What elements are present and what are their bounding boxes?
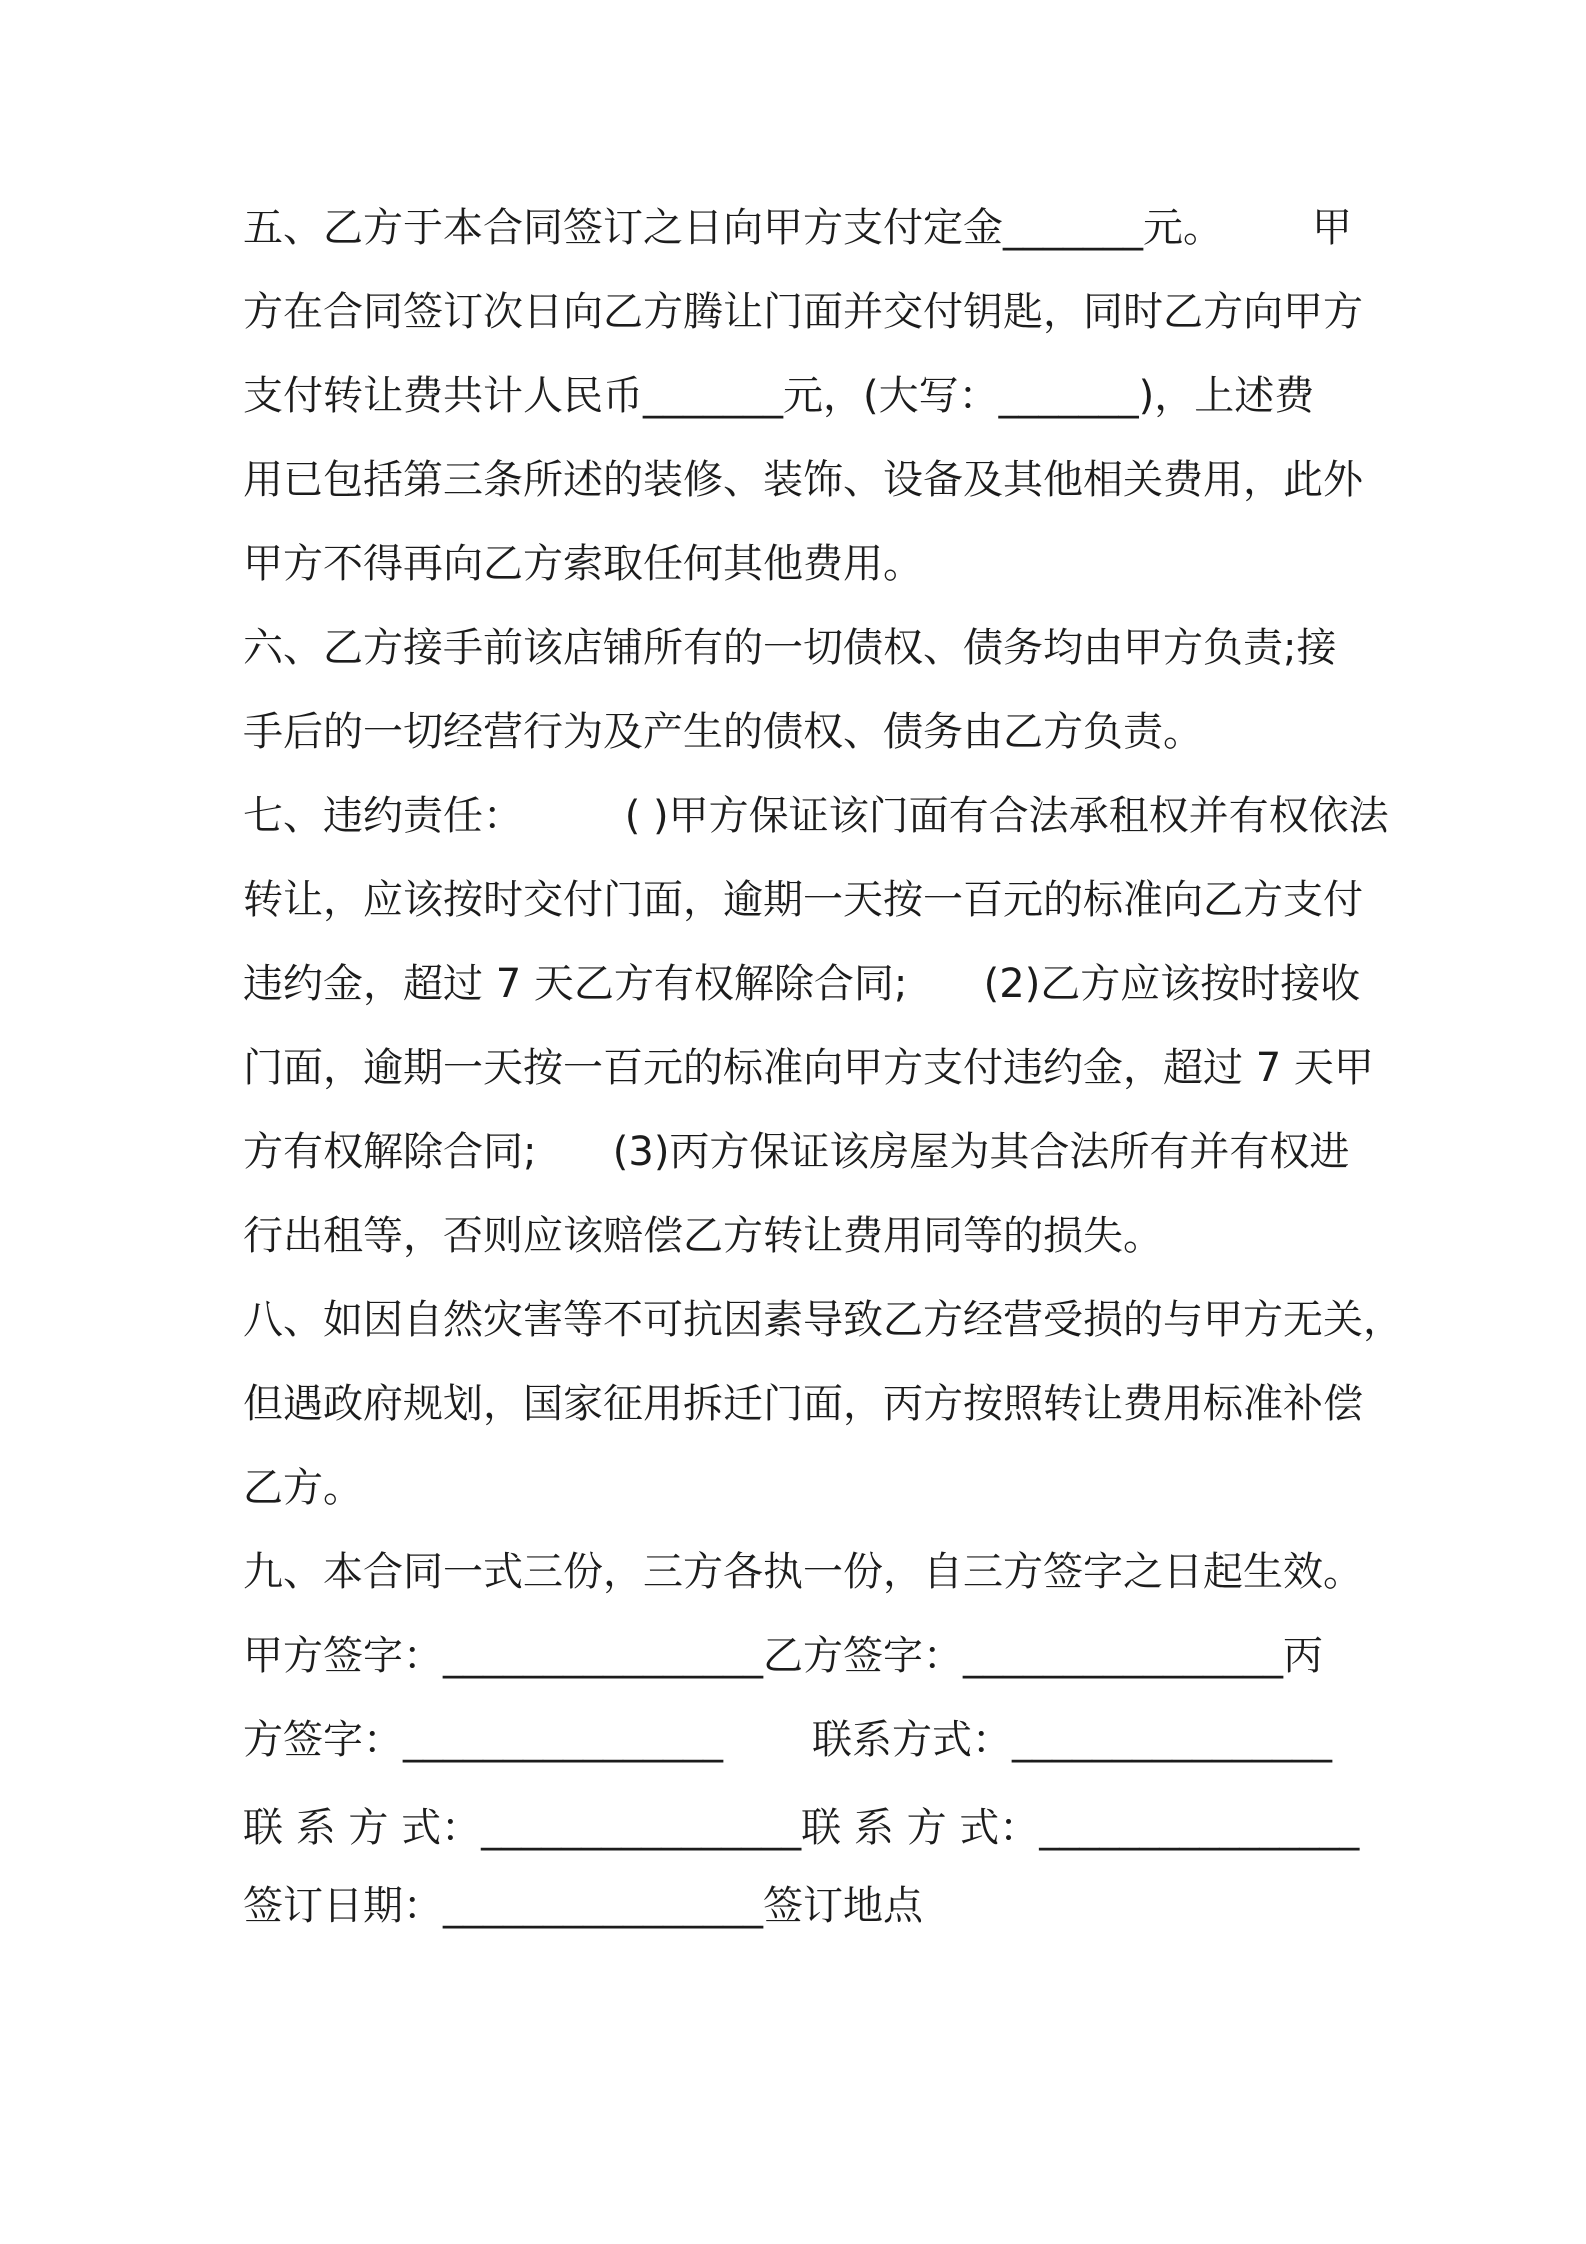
signature-line: 甲方签字：________________乙方签字：________________丙 xyxy=(243,1633,1323,1679)
text-line: 九、本合同一式三份，三方各执一份，自三方签字之日起生效。 xyxy=(243,1549,1363,1595)
text-line: 五、乙方于本合同签订之日向甲方支付定金_______元。 甲 xyxy=(243,205,1353,251)
text-line: 转让，应该按时交付门面，逾期一天按一百元的标准向乙方支付 xyxy=(243,877,1363,923)
text-line: 违约金，超过 7 天乙方有权解除合同; (2)乙方应该按时接收 xyxy=(243,961,1361,1007)
signature-line: 方签字：________________ 联系方式：________________ xyxy=(243,1717,1333,1763)
text-line: 乙方。 xyxy=(243,1465,363,1511)
text-line: 行出租等，否则应该赔偿乙方转让费用同等的损失。 xyxy=(243,1213,1163,1259)
text-line: 七、违约责任： ( )甲方保证该门面有合法承租权并有权依法 xyxy=(243,793,1389,839)
text-line: 手后的一切经营行为及产生的债权、债务由乙方负责。 xyxy=(243,709,1203,755)
text-line: 甲方不得再向乙方索取任何其他费用。 xyxy=(243,541,923,587)
text-line: 门面，逾期一天按一百元的标准向甲方支付违约金，超过 7 天甲 xyxy=(243,1045,1374,1091)
text-line: 方在合同签订次日向乙方腾让门面并交付钥匙，同时乙方向甲方 xyxy=(243,289,1363,335)
date-place-line: 签订日期：________________签订地点 xyxy=(243,1883,923,1929)
text-line: 用已包括第三条所述的装修、装饰、设备及其他相关费用，此外 xyxy=(243,457,1363,503)
text-line: 六、乙方接手前该店铺所有的一切债权、债务均由甲方负责;接 xyxy=(243,625,1337,671)
text-line: 八、如因自然灾害等不可抗因素导致乙方经营受损的与甲方无关， xyxy=(243,1297,1403,1343)
text-line: 支付转让费共计人民币_______元，(大写：_______)，上述费 xyxy=(243,373,1315,419)
contact-line: 联 系 方 式：________________联 系 方 式：________________ xyxy=(243,1805,1360,1851)
text-line: 方有权解除合同; (3)丙方保证该房屋为其合法所有并有权进 xyxy=(243,1129,1350,1175)
text-line: 但遇政府规划，国家征用拆迁门面，丙方按照转让费用标准补偿 xyxy=(243,1381,1363,1427)
